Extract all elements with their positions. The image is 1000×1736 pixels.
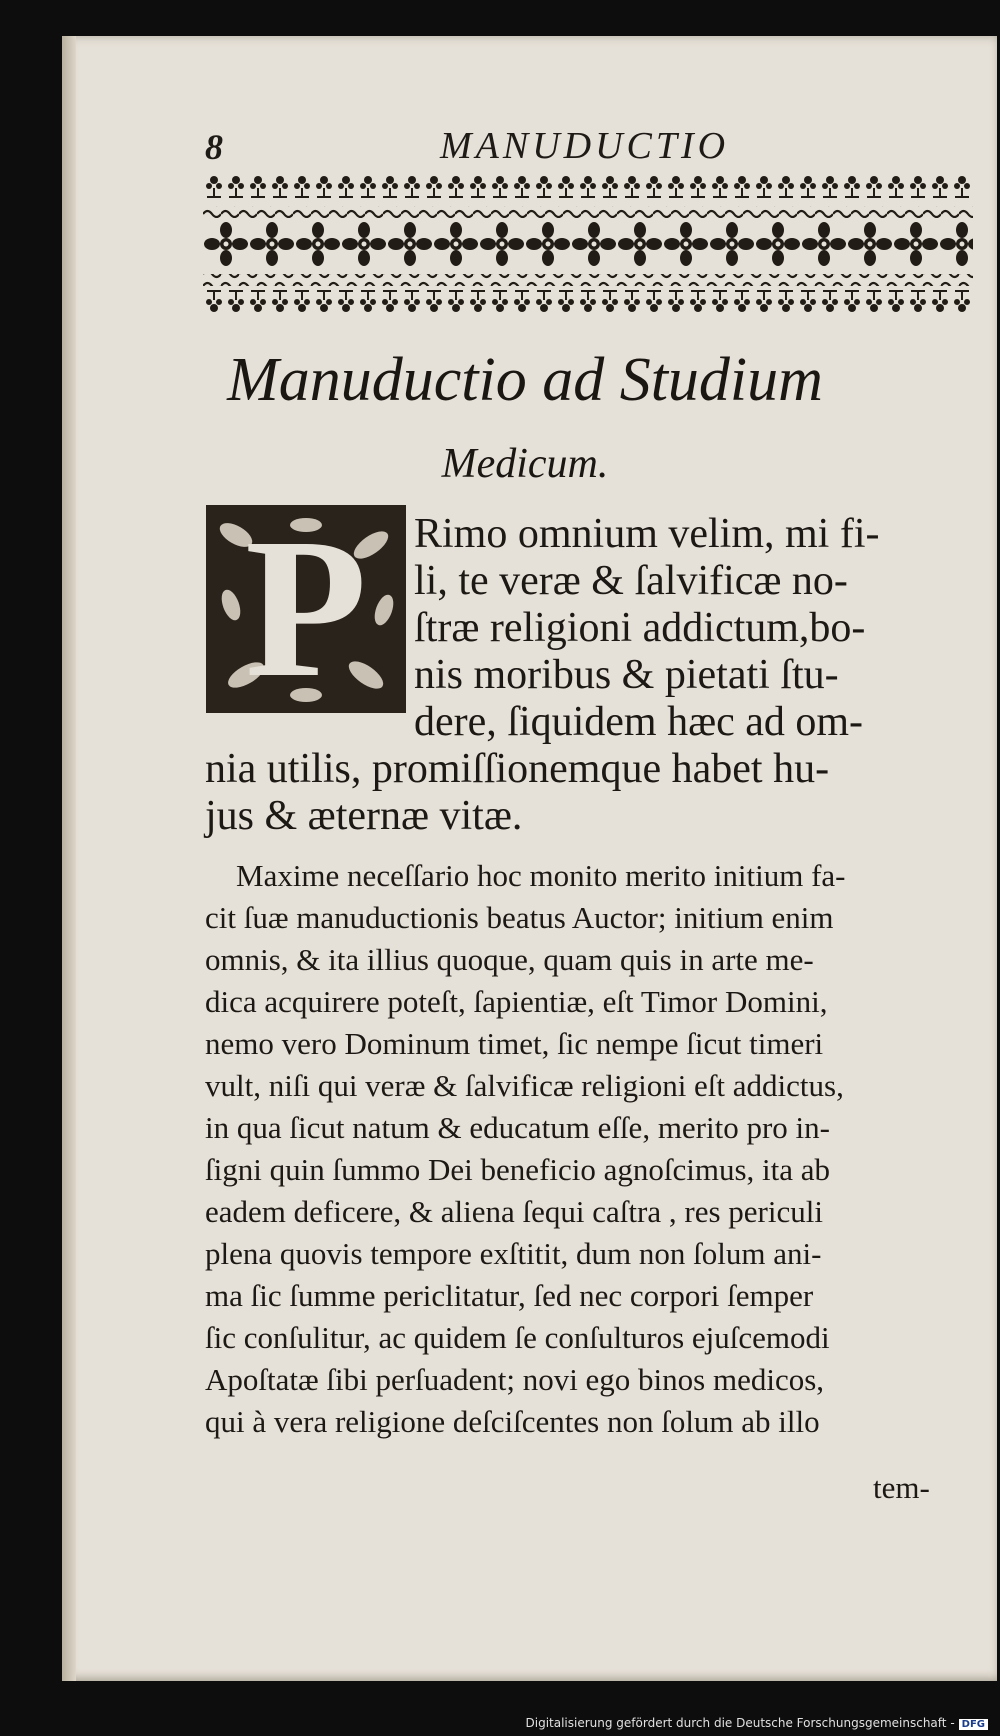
catchword: tem- xyxy=(873,1470,930,1505)
credit-text: Digitalisierung gefördert durch die Deutsche Forschungsgemeinschaft - xyxy=(525,1716,955,1730)
chapter-title: Manuductio ad Studium xyxy=(227,346,823,414)
text-line: li, te veræ & ſalvificæ no- xyxy=(414,558,848,604)
text-line: cit ſuæ manuductionis beatus Auctor; initium enim xyxy=(205,900,834,935)
text-line: Apoſtatæ ſibi perſuadent; novi ego binos medicos, xyxy=(205,1362,825,1397)
text-line: jus & æternæ vitæ. xyxy=(205,793,523,839)
text-line: Rimo omnium velim, mi fi- xyxy=(414,511,880,557)
running-title: MANUDUCTIO xyxy=(440,125,730,167)
page-number: 8 xyxy=(205,127,223,167)
text-line: omnis, & ita illius quoque, quam quis in arte me- xyxy=(205,942,814,977)
text-line: qui à vera religione deſciſcentes non ſolum ab illo xyxy=(205,1404,820,1439)
text-line: ma ſic ſumme periclitatur, ſed nec corpori ſemper xyxy=(205,1278,814,1313)
text-line: ſic conſulitur, ac quidem ſe conſulturos ejuſcemodi xyxy=(205,1320,830,1355)
dfg-logo: DFG xyxy=(959,1719,988,1730)
text-line: ſtræ religioni addictum,bo- xyxy=(414,605,866,651)
text-line: dica acquirere poteſt, ſapientiæ, eſt Timor Domini, xyxy=(205,984,828,1019)
text-line: vult, niſi qui veræ & ſalvificæ religioni eſt addictus, xyxy=(205,1068,844,1103)
text-line: nia utilis, promiſſionemque habet hu- xyxy=(205,746,830,792)
text-line: nemo vero Dominum timet, ſic nempe ſicut timeri xyxy=(205,1026,824,1061)
text-line: in qua ſicut natum & educatum eſſe, merito pro in- xyxy=(205,1110,830,1145)
drop-cap-letter: P xyxy=(244,498,368,719)
ornamental-border xyxy=(203,172,973,322)
chapter-subtitle: Medicum. xyxy=(441,441,609,487)
text-line: eadem deficere, & aliena ſequi caſtra , res periculi xyxy=(205,1194,823,1229)
decorated-drop-cap xyxy=(206,498,406,719)
text-line: ſigni quin ſummo Dei beneficio agnoſcimus, ita ab xyxy=(205,1152,831,1187)
page-gutter xyxy=(62,36,76,1681)
digitization-credit xyxy=(526,1716,989,1730)
text-line: dere, ſiquidem hæc ad om- xyxy=(414,699,864,745)
text-line: plena quovis tempore exſtitit, dum non ſolum ani- xyxy=(205,1236,822,1271)
text-line: Maxime neceſſario hoc monito merito initium fa- xyxy=(236,858,846,893)
text-line: nis moribus & pietati ſtu- xyxy=(414,652,839,698)
